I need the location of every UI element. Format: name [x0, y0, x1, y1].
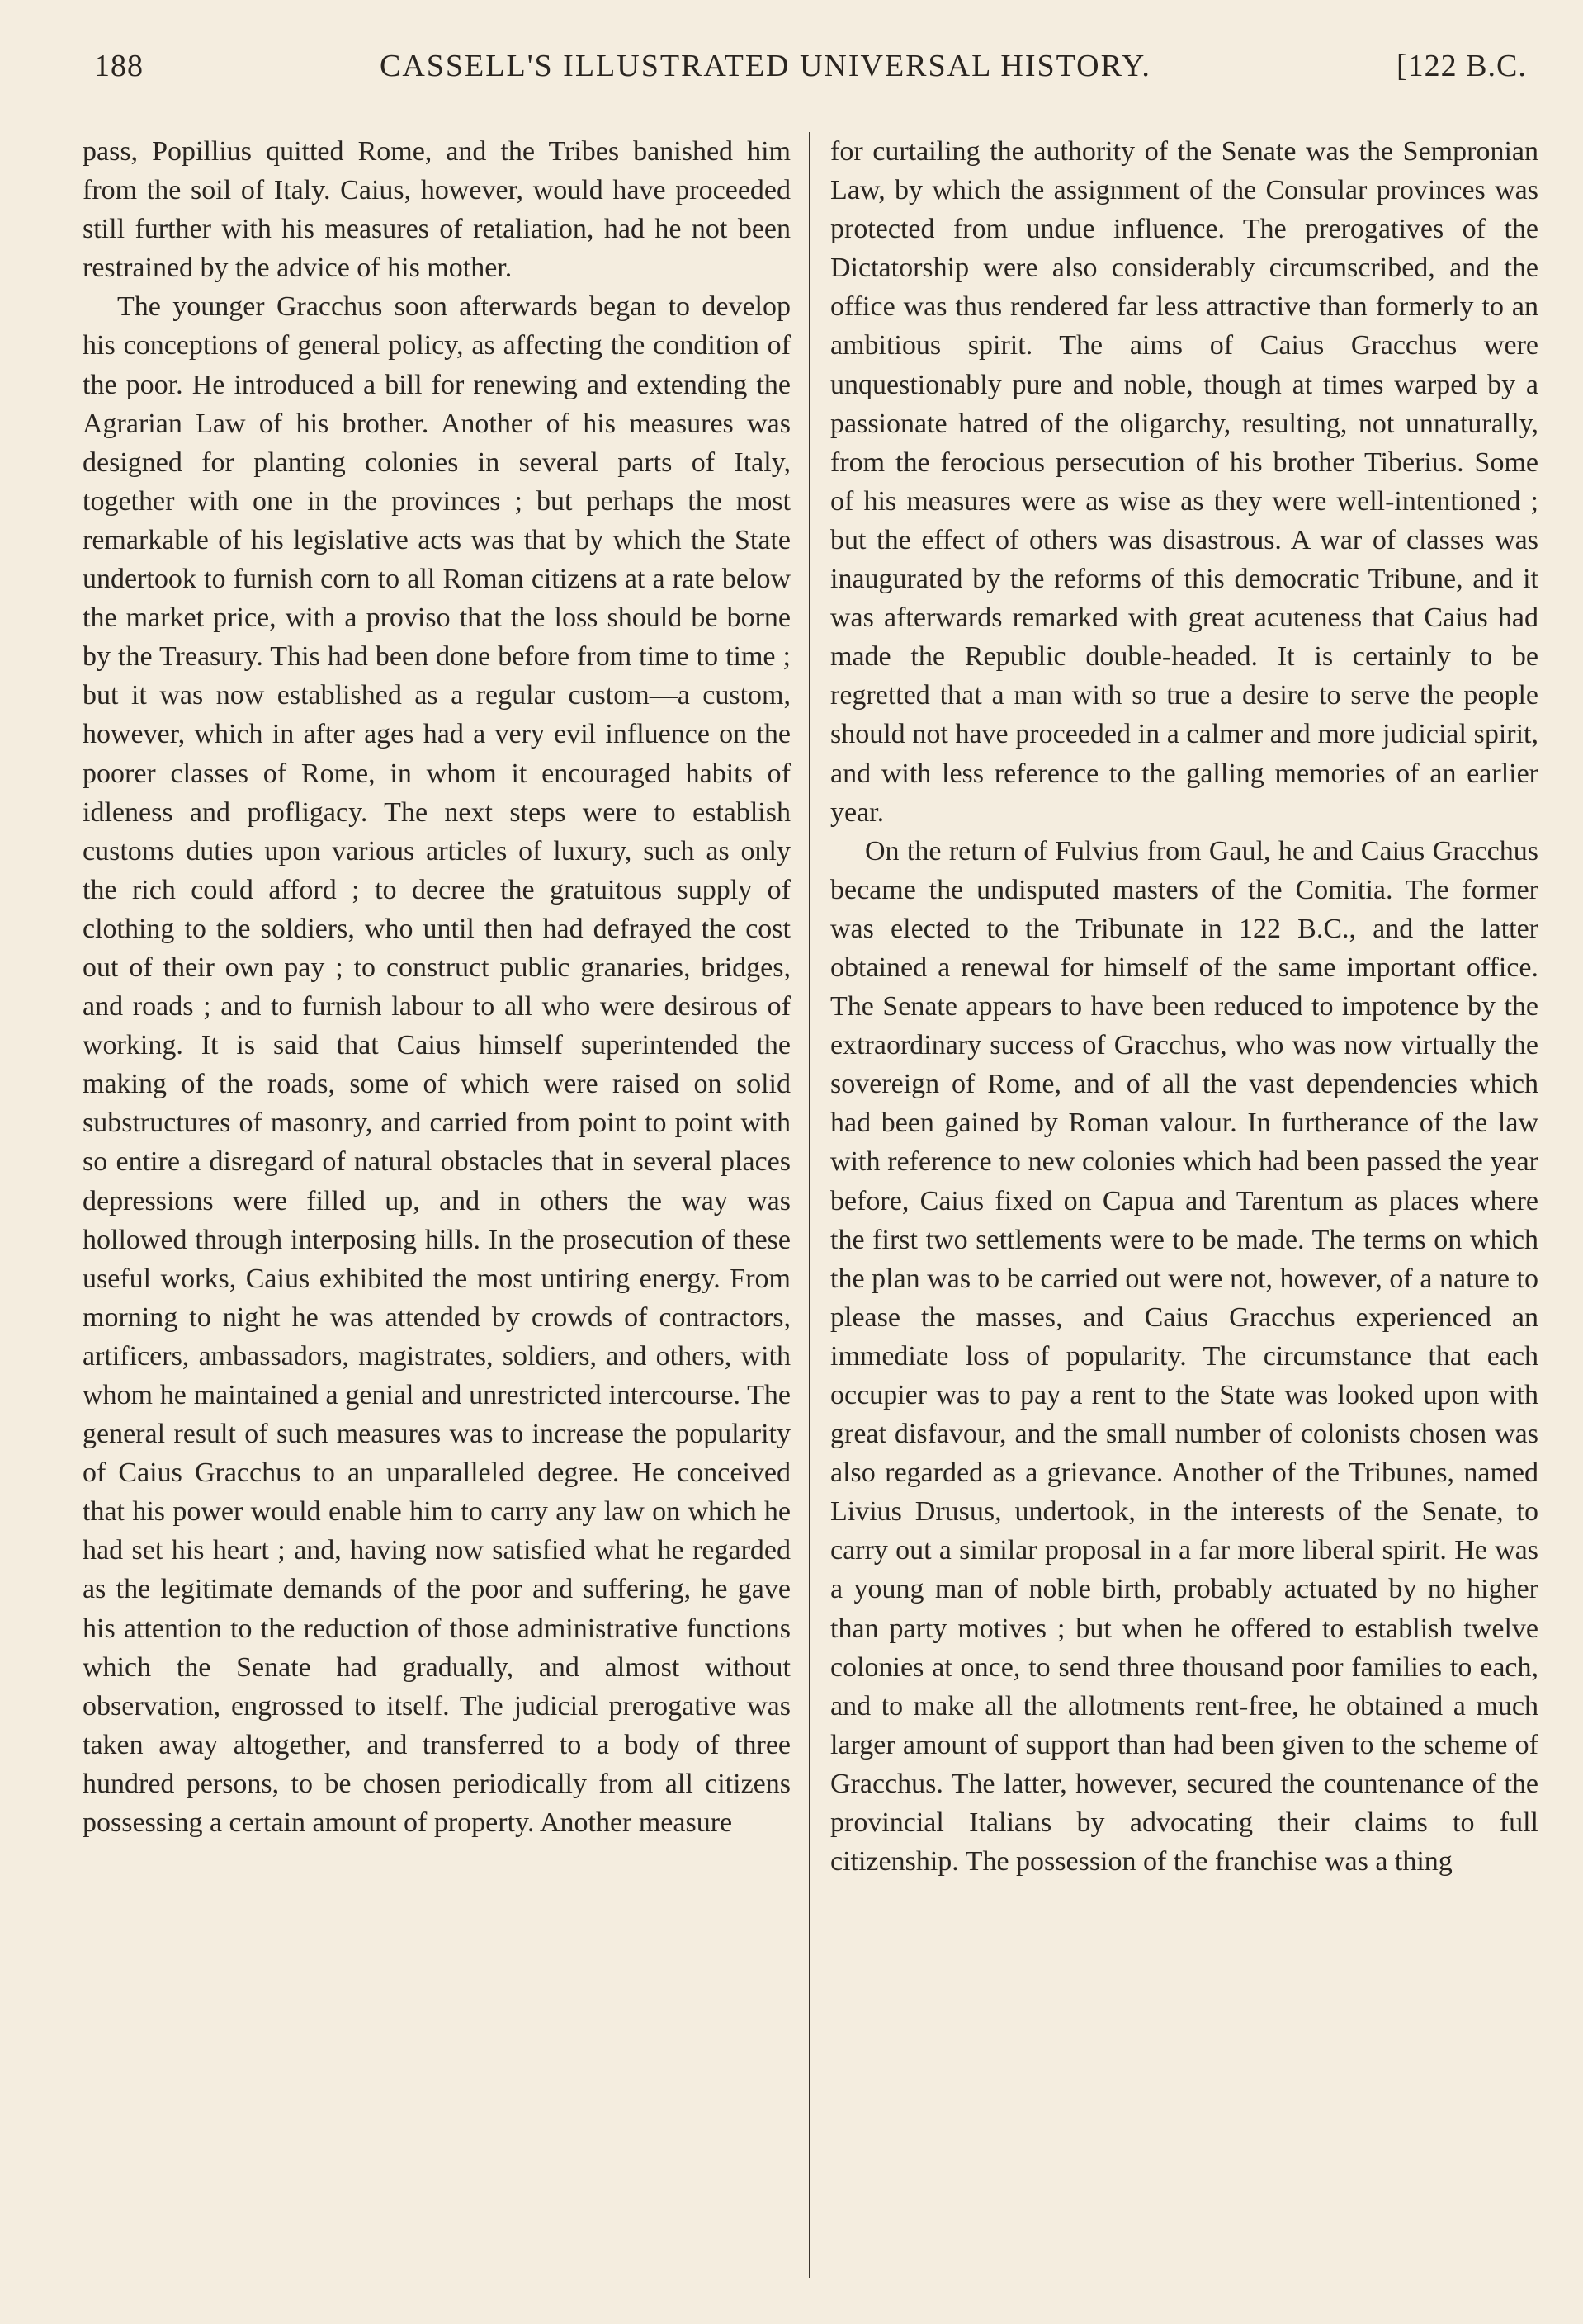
page-number: 188: [94, 49, 144, 83]
page-header: [83, 43, 1535, 92]
running-title: CASSELL'S ILLUSTRATED UNIVERSAL HISTORY.: [380, 49, 1151, 83]
paragraph: On the return of Fulvius from Gaul, he and Caius Gracchus became the undisputed masters of the Comitia. The former was elected to the Tribunate in 122 B.C., and the latter obtained a renewal for himself of the same important office. The Senate appears to have been reduced to impotence by the extraordinary success of Gracchus, who was now virtually the sovereign of Rome, and of all the vast dependencies which had been gained by Roman valour. In furtherance of the law with reference to new colonies which had been passed the year before, Caius fixed on Capua and Tarentum as places where the first two settlements were to be made. The terms on which the plan was to be carried out were not, however, of a nature to please the masses, and Caius Gracchus experienced an immediate loss of popularity. The circumstance that each occupier was to pay a rent to the State was looked upon with great disfavour, and the small number of colonists chosen was also regarded as a grievance. Another of the Tribunes, named Livius Drusus, undertook, in the interests of the Senate, to carry out a similar proposal in a far more liberal spirit. He was a young man of noble birth, probably actuated by no higher than party motives ; but when he offered to establish twelve colonies at once, to send three thousand poor families to each, and to make all the allotments rent-free, he obtained a much larger amount of support than had been given to the scheme of Gracchus. The latter, however, secured the countenance of the provincial Italians by advocating their claims to full citizenship. The possession of the franchise was a thing: [830, 835, 1538, 1878]
left-column: [83, 132, 791, 1842]
right-column: [830, 132, 1538, 1881]
paragraph: for curtailing the authority of the Senate was the Sempronian Law, by which the assignment of the Consular provinces was protected from undue influence. The prerogatives of the Dictatorship were also considerably circumscribed, and the office was thus rendered far less attractive than formerly to an ambitious spirit. The aims of Caius Gracchus were unquestionably pure and noble, though at times warped by a passionate hatred of the oligarchy, resulting, not unnaturally, from the ferocious persecution of his brother Tiberius. Some of his measures were as wise as they were well-intentioned ; but the effect of others was disastrous. A war of classes was inaugurated by the reforms of this democratic Tribune, and it was afterwards remarked with great acuteness that Caius had made the Republic double-headed. It is certainly to be regretted that a man with so true a desire to serve the people should not have proceeded in a calmer and more judicial spirit, and with less reference to the galling memories of an earlier year.: [830, 136, 1538, 828]
column-divider: [809, 132, 810, 2278]
date-marker: [122 B.C.: [1396, 49, 1527, 83]
paragraph: pass, Popillius quitted Rome, and the Tribes banished him from the soil of Italy. Caius, however, would have proceeded still further with his measures of retaliation, had he not been restrained by the advice of his mother.: [83, 136, 791, 284]
paragraph: The younger Gracchus soon afterwards began to develop his conceptions of general policy, as affecting the condition of the poor. He introduced a bill for renewing and extending the Agrarian Law of his brother. Another of his measures was designed for planting colonies in several parts of Italy, together with one in the provinces ; but perhaps the most remarkable of his legislative acts was that by which the State undertook to furnish corn to all Roman citizens at a rate below the market price, with a proviso that the loss should be borne by the Treasury. This had been done before from time to time ; but it was now established as a regular custom—a custom, however, which in after ages had a very evil influence on the poorer classes of Rome, in whom it encouraged habits of idleness and profligacy. The next steps were to establish customs duties upon various articles of luxury, such as only the rich could afford ; to decree the gratuitous supply of clothing to the soldiers, who until then had defrayed the cost out of their own pay ; to construct public granaries, bridges, and roads ; and to furnish labour to all who were desirous of working. It is said that Caius himself superintended the making of the roads, some of which were raised on solid substructures of masonry, and carried from point to point with so entire a disregard of natural obstacles that in several places depressions were filled up, and in others the way was hollowed through interposing hills. In the prosecution of these useful works, Caius exhibited the most untiring energy. From morning to night he was attended by crowds of contractors, artificers, ambassadors, magistrates, soldiers, and others, with whom he maintained a genial and unrestricted intercourse. The general result of such measures was to increase the popularity of Caius Gracchus to an unparalleled degree. He conceived that his power would enable him to carry any law on which he had set his heart ; and, having now satisfied what he regarded as the legitimate demands of the poor and suffering, he gave his attention to the reduction of those administrative functions which the Senate had gradually, and almost without observation, engrossed to itself. The judicial prerogative was taken away altogether, and transferred to a body of three hundred persons, to be chosen periodically from all citizens possessing a certain amount of property. Another measure: [83, 291, 791, 1839]
